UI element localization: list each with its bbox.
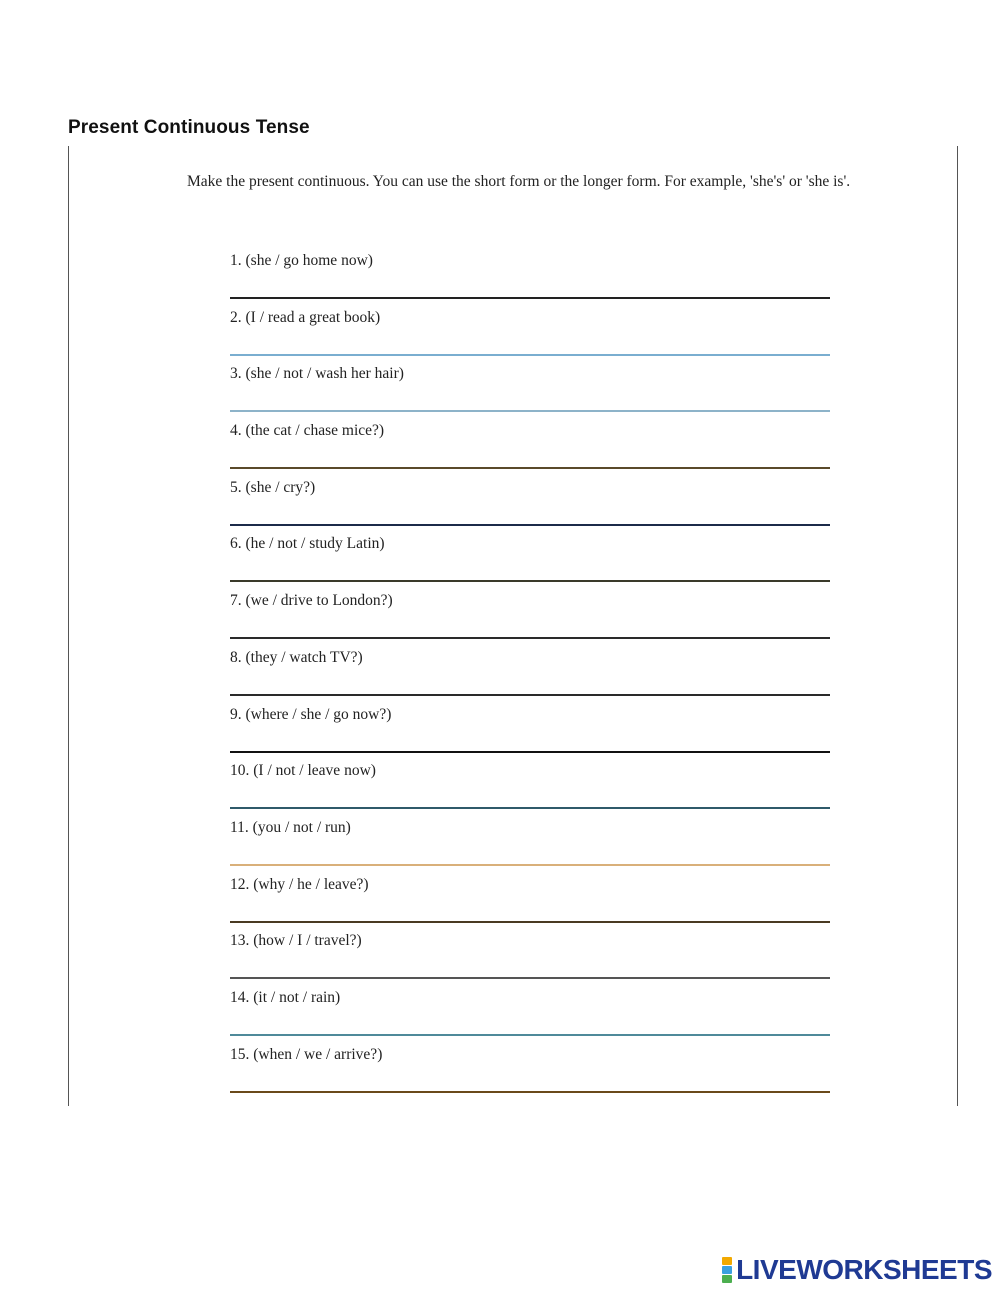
answer-input[interactable] — [230, 864, 830, 866]
exercise-item — [230, 309, 830, 366]
answer-input[interactable] — [230, 580, 830, 582]
answer-input[interactable] — [230, 694, 830, 696]
exercise-prompt: 15. (when / we / arrive?) — [230, 1045, 383, 1063]
logo-blocks-icon — [722, 1257, 732, 1283]
exercise-prompt: 12. (why / he / leave?) — [230, 875, 369, 893]
answer-input[interactable] — [230, 297, 830, 299]
answer-input[interactable] — [230, 637, 830, 639]
exercise-item — [230, 649, 830, 706]
liveworksheets-logo — [722, 1254, 992, 1286]
exercise-item — [230, 479, 830, 536]
exercise-item — [230, 876, 830, 933]
logo-text: LIVEWORKSHEETS — [736, 1254, 992, 1285]
answer-input[interactable] — [230, 1091, 830, 1093]
answer-input[interactable] — [230, 467, 830, 469]
answer-input[interactable] — [230, 410, 830, 412]
exercise-prompt: 4. (the cat / chase mice?) — [230, 422, 385, 440]
page-title: Present Continuous Tense — [68, 117, 310, 138]
answer-input[interactable] — [230, 977, 830, 979]
exercise-prompt: 1. (she / go home now) — [230, 252, 373, 269]
answer-input[interactable] — [230, 921, 830, 923]
exercise-item — [230, 706, 830, 763]
frame-left-border — [68, 146, 69, 1106]
answer-input[interactable] — [230, 807, 830, 809]
exercise-item — [230, 989, 830, 1046]
exercise-prompt: 7. (we / drive to London?) — [230, 592, 393, 610]
exercise-prompt: 2. (I / read a great book) — [230, 308, 381, 326]
exercise-item — [230, 819, 830, 876]
exercise-prompt: 8. (they / watch TV?) — [230, 648, 363, 666]
answer-input[interactable] — [230, 1034, 830, 1036]
answer-input[interactable] — [230, 751, 830, 753]
exercise-prompt: 13. (how / I / travel?) — [230, 932, 362, 950]
exercise-list — [230, 252, 830, 1102]
exercise-prompt: 11. (you / not / run) — [230, 818, 351, 836]
instructions-text: Make the present continuous. You can use the short form or the longer form. For example, 'she's' or 'she is'. — [187, 173, 851, 190]
exercise-item — [230, 535, 830, 592]
logo-block-middle — [722, 1266, 732, 1274]
answer-input[interactable] — [230, 524, 830, 526]
exercise-prompt: 3. (she / not / wash her hair) — [230, 365, 404, 383]
exercise-prompt: 6. (he / not / study Latin) — [230, 535, 385, 553]
frame-right-border — [957, 146, 958, 1106]
exercise-item — [230, 932, 830, 989]
exercise-item — [230, 592, 830, 649]
exercise-prompt: 9. (where / she / go now?) — [230, 705, 392, 723]
exercise-item — [230, 252, 830, 309]
logo-block-bottom — [722, 1275, 732, 1283]
logo-block-top — [722, 1257, 732, 1265]
exercise-item — [230, 365, 830, 422]
exercise-prompt: 5. (she / cry?) — [230, 478, 316, 496]
exercise-prompt: 10. (I / not / leave now) — [230, 762, 376, 780]
exercise-item — [230, 762, 830, 819]
exercise-item — [230, 1046, 830, 1103]
answer-input[interactable] — [230, 354, 830, 356]
exercise-item — [230, 422, 830, 479]
exercise-prompt: 14. (it / not / rain) — [230, 988, 341, 1006]
